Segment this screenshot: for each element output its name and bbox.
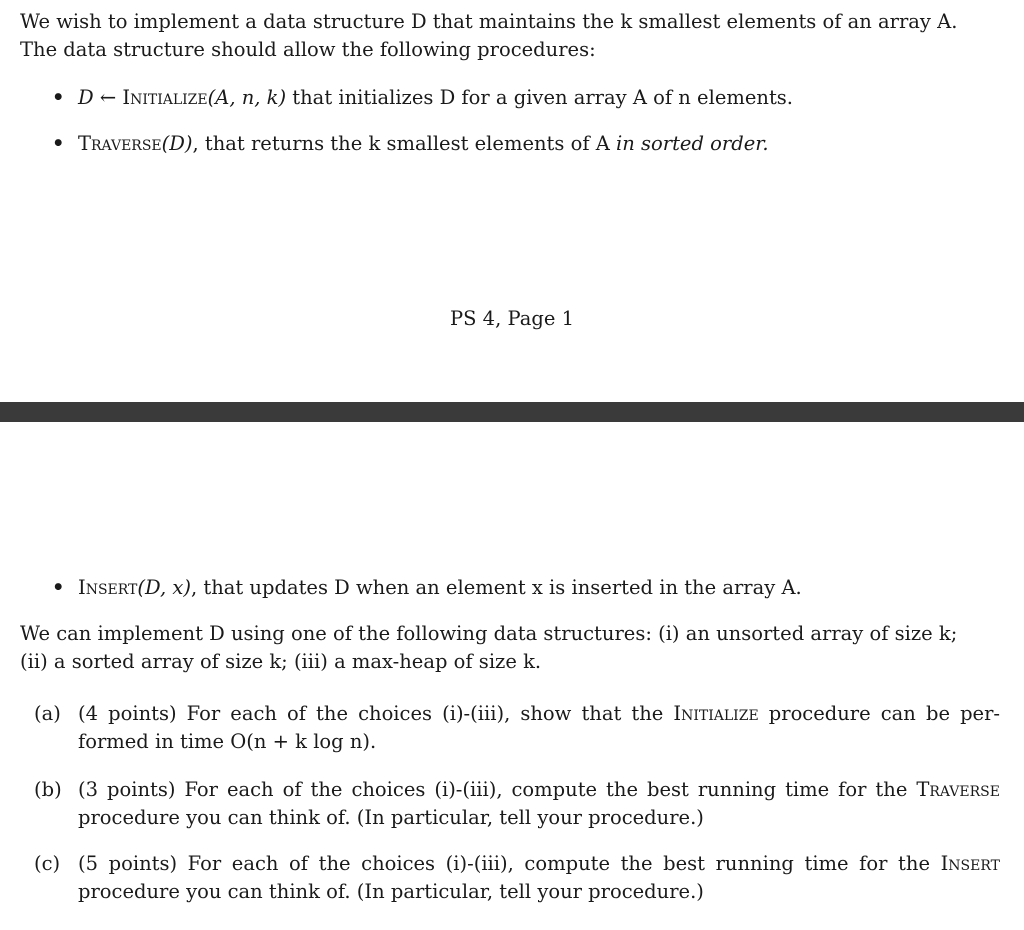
question-c xyxy=(34,850,1004,906)
bullet-initialize-args: (A, n, k) xyxy=(207,86,287,109)
question-b xyxy=(34,776,1004,832)
question-body xyxy=(78,700,1000,756)
question-text: procedure you can think of. (In particular, tell your procedure.) xyxy=(78,880,704,903)
question-text: (5 points) For each of the choices (i)-(iii), compute the best running time for the xyxy=(78,852,941,875)
question-label: (a) xyxy=(34,702,61,725)
intro-line-2: The data structure should allow the following procedures: xyxy=(20,38,596,61)
proc-traverse: Traverse xyxy=(916,778,1000,801)
proc-initialize: Initialize xyxy=(122,86,208,109)
bullet-initialize-lhs: D ← xyxy=(78,86,123,109)
proc-insert: Insert xyxy=(940,852,1000,875)
bullet-insert-text: , that updates D when an element x is inserted in the array A. xyxy=(190,576,802,599)
question-label: (c) xyxy=(34,852,61,875)
page-2 xyxy=(0,422,1024,930)
bullet-traverse-text: , that returns the k smallest elements of A xyxy=(192,132,617,155)
proc-traverse: Traverse xyxy=(78,132,162,155)
question-a xyxy=(34,700,1004,756)
bullet-dot-icon: • xyxy=(52,576,65,599)
bullet-insert-args: (D, x) xyxy=(137,576,191,599)
question-text: (3 points) For each of the choices (i)-(iii), compute the best running time for the xyxy=(78,778,917,801)
bullet-initialize xyxy=(52,84,1002,112)
proc-initialize: Initialize xyxy=(673,702,759,725)
bullet-insert xyxy=(52,574,1002,602)
question-body xyxy=(78,850,1000,906)
question-label: (b) xyxy=(34,778,62,801)
choices-line-2: (ii) a sorted array of size k; (iii) a max-heap of size k. xyxy=(20,650,542,673)
bullet-dot-icon: • xyxy=(52,132,65,155)
question-body xyxy=(78,776,1000,832)
bullet-traverse xyxy=(52,130,1002,158)
bullet-dot-icon: • xyxy=(52,86,65,109)
question-text: procedure can be per-formed in time O(n + k log n). xyxy=(78,702,1001,753)
page-1 xyxy=(0,0,1024,402)
choices-line-1: We can implement D using one of the following data structures: (i) an unsorted array of size k; xyxy=(20,622,958,645)
proc-insert: Insert xyxy=(78,576,138,599)
intro-paragraph xyxy=(20,8,1004,64)
bullet-traverse-emph: in sorted order. xyxy=(616,132,769,155)
question-text: procedure you can think of. (In particular, tell your procedure.) xyxy=(78,806,704,829)
page-footer: PS 4, Page 1 xyxy=(450,307,574,330)
intro-line-1: We wish to implement a data structure D that maintains the k smallest elements of an array A. xyxy=(20,10,958,33)
choices-paragraph xyxy=(20,620,1004,676)
page-divider xyxy=(0,402,1024,422)
question-text: (4 points) For each of the choices (i)-(iii), show that the xyxy=(78,702,674,725)
bullet-initialize-text: that initializes D for a given array A of n elements. xyxy=(286,86,793,109)
bullet-traverse-args: (D) xyxy=(161,132,193,155)
